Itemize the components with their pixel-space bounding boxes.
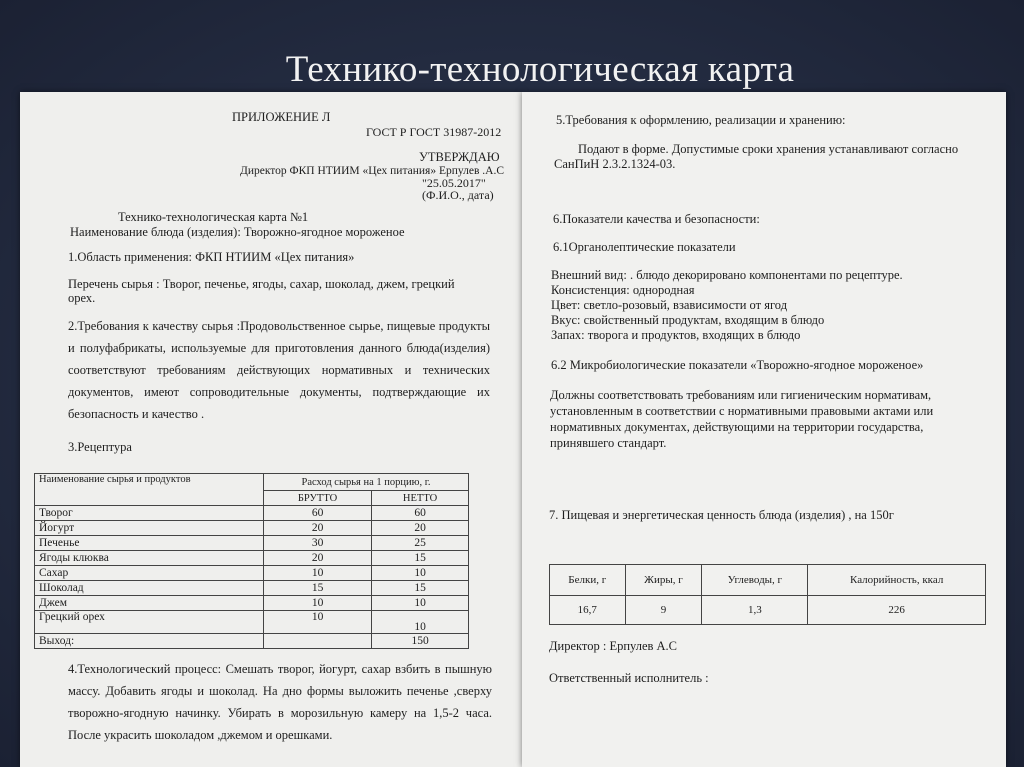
- nutrition-table: [549, 564, 986, 625]
- director-signature: Директор : Ерпулев А.С: [549, 639, 678, 653]
- section-6-2-text: Должны соответствовать требованиям или гигиеническим нормативам, установленным в соответствии с нормативными правовыми актами или нормативных документах, действующими на территории государства, принявшего стандарт.: [550, 388, 934, 450]
- yield-label: Выход:: [35, 634, 264, 649]
- card-title: Технико-технологическая карта №1: [118, 210, 309, 224]
- document-page-left: [20, 92, 522, 767]
- calories-header: Калорийность, ккал: [808, 565, 986, 596]
- calories-value: 226: [808, 596, 986, 625]
- table-row: [35, 551, 469, 566]
- ingredient-name: Сахар: [35, 566, 264, 581]
- net-value: 60: [372, 506, 469, 521]
- col-name-header: Наименование сырья и продуктов: [35, 474, 264, 506]
- fio-date-note: (Ф.И.О., дата): [422, 188, 494, 202]
- raw-materials-list-end: орех.: [68, 291, 96, 305]
- ingredient-name: Шоколад: [35, 581, 264, 596]
- table-row: [550, 596, 986, 625]
- net-value: 10: [372, 566, 469, 581]
- carbs-header: Углеводы, г: [702, 565, 808, 596]
- col-gross-header: БРУТТО: [264, 491, 372, 506]
- appearance-text: Внешний вид: . блюдо декорировано компонентами по рецептуре.: [551, 268, 903, 282]
- gross-value: 20: [264, 551, 372, 566]
- net-value: 20: [372, 521, 469, 536]
- quality-requirements: 2.Требования к качеству сырья :Продовольственное сырье, пищевые продукты и полуфабрикаты, используемые для приготовления данного блюда(изделия) соответствуют требованиям действующих нормативных и технических документов, имеют сопроводительные документы, подтверждающие их безопасность и качество .: [68, 319, 490, 421]
- approval-date: "25.05.2017": [422, 176, 486, 190]
- table-row: [35, 611, 469, 634]
- ingredient-name: Ягоды клюква: [35, 551, 264, 566]
- raw-materials-list: Перечень сырья : Творог, печенье, ягоды, сахар, шоколад, джем, грецкий: [68, 277, 455, 291]
- section-6-title: 6.Показатели качества и безопасности:: [553, 212, 760, 226]
- gross-value: 20: [264, 521, 372, 536]
- gross-value: 15: [264, 581, 372, 596]
- gross-value: 10: [264, 566, 372, 581]
- section-5-text-end: СанПиН 2.3.2.1324-03.: [554, 157, 676, 171]
- table-row: [35, 596, 469, 611]
- gost-label: ГОСТ Р ГОСТ 31987-2012: [366, 125, 502, 139]
- table-row: [35, 566, 469, 581]
- table-row-total: [35, 634, 469, 649]
- net-value: 10: [372, 611, 469, 634]
- director-approval: Директор ФКП НТИИМ «Цех питания» Ерпулев .А.С: [240, 165, 504, 177]
- table-row: [35, 536, 469, 551]
- responsible-person: Ответственный исполнитель :: [549, 671, 709, 685]
- nutrition-header-row: [550, 565, 986, 596]
- document-page-right: [522, 92, 1006, 767]
- ingredient-name: Джем: [35, 596, 264, 611]
- appendix-label: ПРИЛОЖЕНИЕ Л: [232, 110, 331, 124]
- section-5-title: 5.Требования к оформлению, реализации и хранению:: [556, 113, 846, 127]
- recipe-heading: 3.Рецептура: [68, 440, 132, 454]
- fat-header: Жиры, г: [625, 565, 702, 596]
- gross-value: [264, 634, 372, 649]
- gross-value: 10: [264, 596, 372, 611]
- technological-process: 4.Технологический процесс: Смешать творог, йогурт, сахар взбить в пышную массу. Добавить ягоды и шоколад. На дно формы выложить печенье ,сверху творожно-ягодную начинку. Убирать в морозильную камеру на 1,5-2 часа. После украсить шоколадом ,джемом и орешками.: [68, 662, 492, 742]
- protein-value: 16,7: [550, 596, 626, 625]
- recipe-table: [34, 473, 469, 649]
- net-value: 10: [372, 596, 469, 611]
- protein-header: Белки, г: [550, 565, 626, 596]
- recipe-header-row: [35, 474, 469, 491]
- section-7-title: 7. Пищевая и энергетическая ценность блюда (изделия) , на 150г: [549, 508, 894, 522]
- smell-text: Запах: творога и продуктов, входящих в блюдо: [551, 328, 801, 342]
- gross-value: 60: [264, 506, 372, 521]
- gross-value: 30: [264, 536, 372, 551]
- table-row: [35, 581, 469, 596]
- yield-value: 150: [372, 634, 469, 649]
- net-value: 25: [372, 536, 469, 551]
- net-value: 15: [372, 551, 469, 566]
- table-row: [35, 521, 469, 536]
- table-row: [35, 506, 469, 521]
- col-net-header: НЕТТО: [372, 491, 469, 506]
- col-consumption-header: Расход сырья на 1 порцию, г.: [264, 474, 469, 491]
- section-6-1-title: 6.1Органолептические показатели: [553, 240, 736, 254]
- dish-name: Наименование блюда (изделия): Творожно-ягодное мороженое: [70, 225, 405, 239]
- section-5-text: Подают в форме. Допустимые сроки хранения устанавливают согласно: [578, 142, 959, 156]
- consistency-text: Консистенция: однородная: [551, 283, 695, 297]
- ingredient-name: Грецкий орех: [35, 611, 264, 634]
- scope-section: 1.Область применения: ФКП НТИИМ «Цех питания»: [68, 250, 355, 264]
- gross-value: 10: [264, 611, 372, 634]
- carbs-value: 1,3: [702, 596, 808, 625]
- section-6-2-title: 6.2 Микробиологические показатели «Творожно-ягодное мороженое»: [551, 358, 924, 372]
- ingredient-name: Йогурт: [35, 521, 264, 536]
- net-value: 15: [372, 581, 469, 596]
- color-text: Цвет: светло-розовый, взависимости от ягод: [551, 298, 788, 312]
- slide-title: Технико-технологическая карта: [285, 49, 795, 90]
- ingredient-name: Печенье: [35, 536, 264, 551]
- fat-value: 9: [625, 596, 702, 625]
- taste-text: Вкус: свойственный продуктам, входящим в блюдо: [551, 313, 825, 327]
- approve-label: УТВЕРЖДАЮ: [419, 150, 500, 164]
- ingredient-name: Творог: [35, 506, 264, 521]
